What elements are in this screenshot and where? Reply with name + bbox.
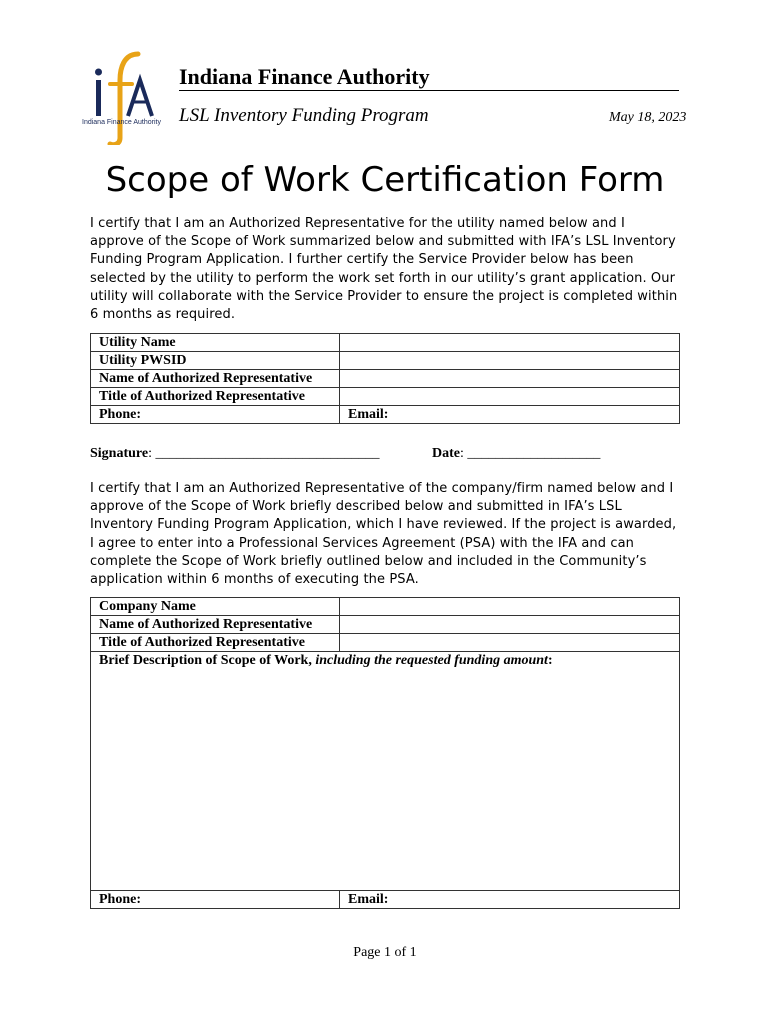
scope-description-label: Brief Description of Scope of Work, — [99, 653, 316, 668]
company-rep-title-label: Title of Authorized Representative — [91, 634, 340, 652]
table-row — [91, 352, 680, 370]
signature-underline: : ________________________________ — [148, 446, 380, 461]
utility-email-field[interactable]: Email: — [340, 406, 680, 424]
org-title: Indiana Finance Authority — [179, 64, 679, 91]
scope-description-italic: including the requested funding amount — [315, 653, 548, 668]
company-rep-title-field[interactable] — [340, 634, 680, 652]
rep-name-field[interactable] — [340, 370, 680, 388]
utility-phone-field[interactable]: Phone: — [91, 406, 340, 424]
signature-field[interactable] — [90, 446, 379, 462]
rep-title-label: Title of Authorized Representative — [91, 388, 340, 406]
company-rep-name-field[interactable] — [340, 616, 680, 634]
signature-label: Signature — [90, 446, 149, 461]
table-row — [91, 598, 680, 616]
scope-description-field[interactable] — [91, 652, 680, 891]
ifa-logo-icon — [80, 50, 170, 145]
table-row — [91, 406, 680, 424]
company-rep-name-label: Name of Authorized Representative — [91, 616, 340, 634]
company-name-field[interactable] — [340, 598, 680, 616]
date-label: Date — [432, 446, 460, 461]
table-row — [91, 388, 680, 406]
document-date: May 18, 2023 — [609, 110, 687, 125]
table-row — [91, 891, 680, 909]
company-email-field[interactable]: Email: — [340, 891, 680, 909]
program-name: LSL Inventory Funding Program — [179, 105, 429, 126]
scope-description-colon: : — [547, 653, 553, 668]
rep-name-label: Name of Authorized Representative — [91, 370, 340, 388]
rep-title-field[interactable] — [340, 388, 680, 406]
logo-caption: Indiana Finance Authority — [82, 119, 161, 126]
table-row — [91, 616, 680, 634]
company-phone-field[interactable]: Phone: — [91, 891, 340, 909]
table-row — [91, 652, 680, 891]
form-title: Scope of Work Certification Form — [105, 160, 665, 200]
utility-certification-text: I certify that I am an Authorized Representative for the utility named below and I approve of the Scope of Work summarized below and submitted with IFA’s LSL Inventory Funding Program Application. I further certify the Service Provider below has been selected by the utility to perform the work set forth in our utility’s grant application. Our utility will collaborate with the Service Provider to ensure the project is completed within 6 months as required. — [90, 216, 678, 323]
utility-name-label: Utility Name — [91, 334, 340, 352]
table-row — [91, 334, 680, 352]
company-info-table — [90, 597, 680, 909]
utility-pwsid-label: Utility PWSID — [91, 352, 340, 370]
utility-pwsid-field[interactable] — [340, 352, 680, 370]
utility-name-field[interactable] — [340, 334, 680, 352]
company-certification-text: I certify that I am an Authorized Representative of the company/firm named below and I approve of the Scope of Work briefly described below and submitted in IFA’s LSL Inventory Funding Program Application, which I have reviewed. If the project is awarded, I agree to enter into a Professional Services Agreement (PSA) with the IFA and can complete the Scope of Work briefly outlined below and included in the Community’s application within 6 months of executing the PSA. — [90, 481, 677, 588]
utility-info-table — [90, 333, 680, 424]
table-row — [91, 370, 680, 388]
date-field[interactable] — [432, 446, 600, 462]
table-row — [91, 634, 680, 652]
company-name-label: Company Name — [91, 598, 340, 616]
date-underline: : ___________________ — [460, 446, 601, 461]
page-number: Page 1 of 1 — [353, 945, 417, 960]
